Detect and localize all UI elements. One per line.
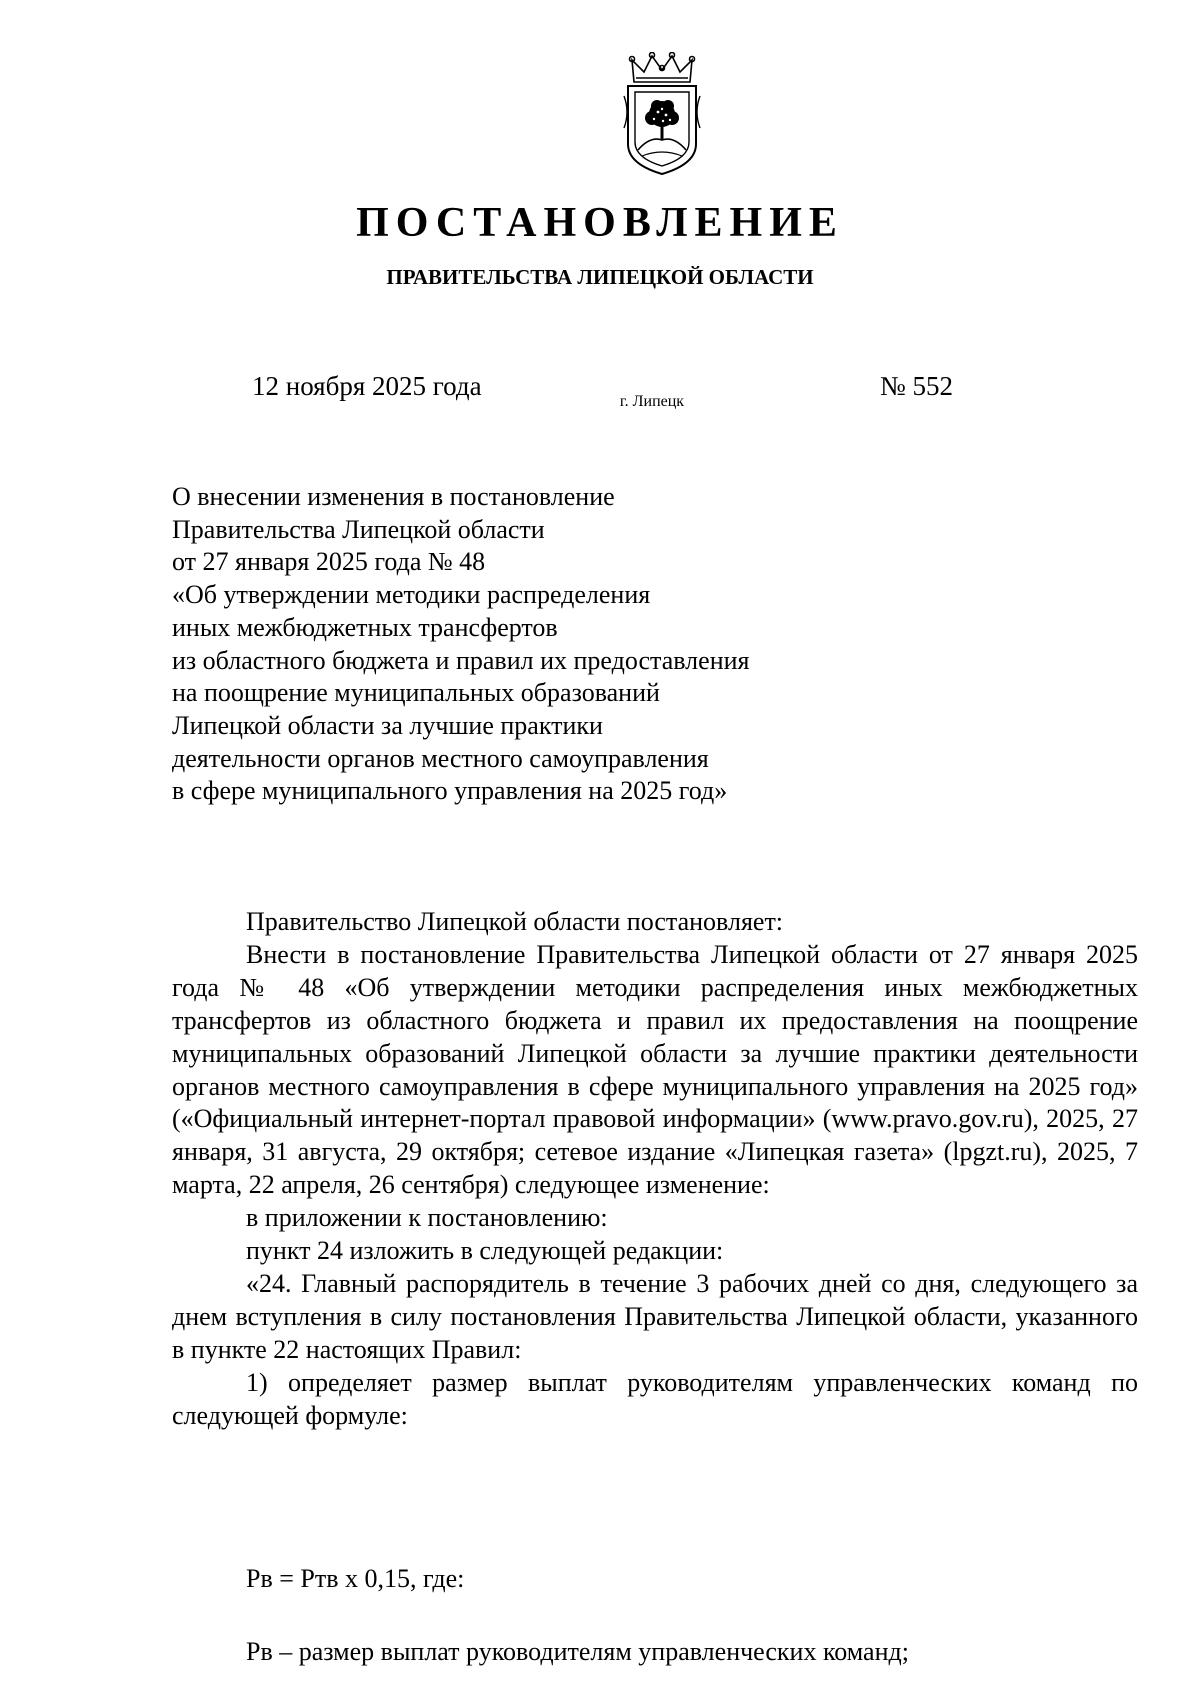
- about-line: на поощрение муниципальных образований: [172, 678, 660, 708]
- document-date: 12 ноября 2025 года: [252, 371, 482, 401]
- about-line: Липецкой области за лучшие практики: [172, 710, 603, 740]
- body-paragraph: 1) определяет размер выплат руководителям управленческих команд по следующей формуле:: [172, 1367, 1138, 1430]
- coat-of-arms-emblem: [622, 52, 702, 178]
- about-line: О внесении изменения в постановление: [172, 482, 615, 511]
- document-title: ПОСТАНОВЛЕНИЕ: [356, 200, 844, 246]
- formula: Рв = Ртв x 0,15, где:: [246, 1564, 465, 1593]
- body-paragraph: «24. Главный распорядитель в течение 3 рабочих дней со дня, следующего за днем вступления в силу постановления Правительства Липецкой области, указанного в пункте 22 настоящих Правил:: [172, 1268, 1138, 1364]
- about-line: «Об утверждении методики распределения: [172, 580, 651, 610]
- document-number: № 552: [880, 371, 954, 401]
- about-line: деятельности органов местного самоуправления: [172, 743, 709, 773]
- about-line: Правительства Липецкой области: [172, 514, 545, 544]
- about-line: в сфере муниципального управления на 2025 год»: [172, 776, 728, 806]
- document-body: [172, 906, 1138, 1433]
- about-line: иных межбюджетных трансфертов: [172, 612, 558, 642]
- body-paragraph: Внести в постановление Правительства Липецкой области от 27 января 2025 года № 48 «Об утверждении методики распределения иных межбюджетных трансфертов из областного бюджета и правил их предоставления на поощрение муниципальных образований Липецкой области за лучшие практики деятельности органов местного самоуправления в сфере муниципального управления на 2025 год» («Официальный интернет-портал правовой информации» (www.pravo.gov.ru), 2025, 27 января, 31 августа, 29 октября; сетевое издание «Липецкая газета» (lpgzt.ru), 2025, 7 марта, 22 апреля, 26 сентября) следующее изменение:: [172, 939, 1138, 1200]
- formula-legend: Рв – размер выплат руководителям управленческих команд;: [246, 1637, 909, 1666]
- body-paragraph: пункт 24 изложить в следующей редакции:: [246, 1236, 724, 1266]
- document-about-block: [172, 481, 872, 808]
- document-subtitle: ПРАВИТЕЛЬСТВА ЛИПЕЦКОЙ ОБЛАСТИ: [386, 265, 814, 289]
- body-paragraph: Правительство Липецкой области постановляет:: [246, 907, 784, 936]
- about-line: от 27 января 2025 года № 48: [172, 547, 486, 577]
- document-city: г. Липецк: [619, 393, 685, 410]
- body-paragraph: в приложении к постановлению:: [246, 1203, 608, 1233]
- about-line: из областного бюджета и правил их предоставления: [172, 645, 750, 675]
